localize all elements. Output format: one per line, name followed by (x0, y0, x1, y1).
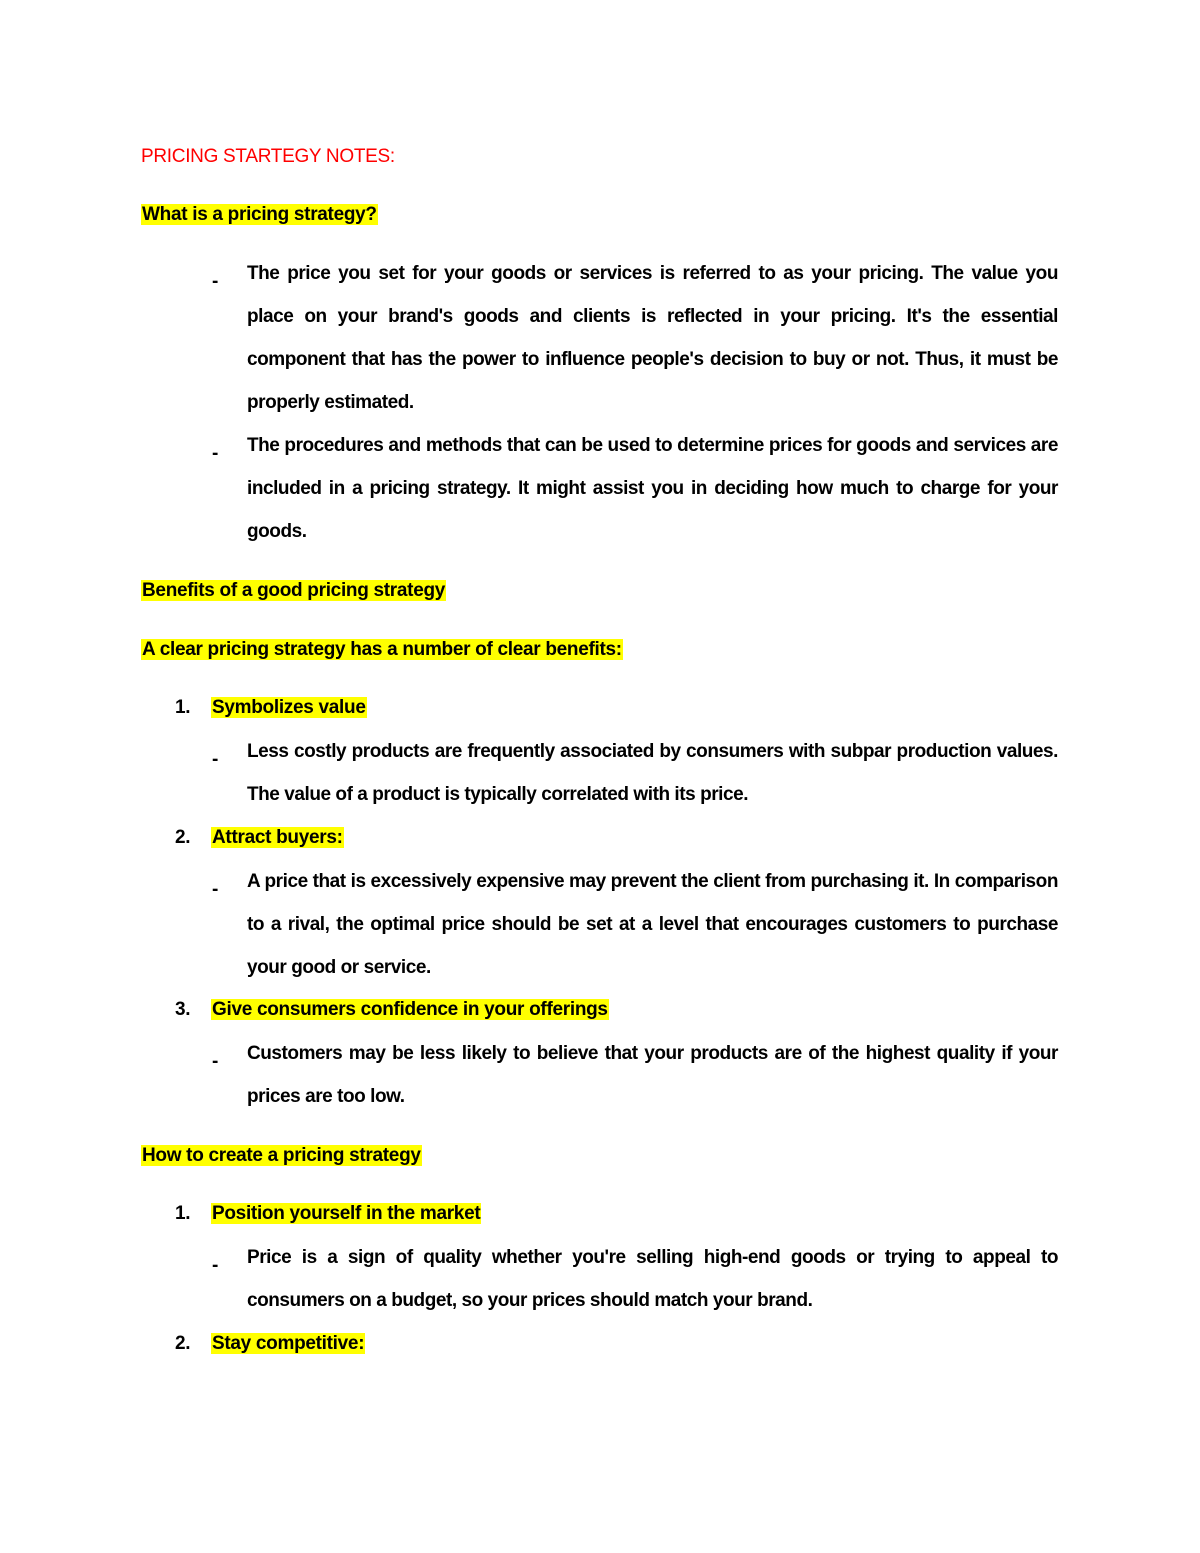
item-label: Stay competitive: (212, 1333, 365, 1354)
numbered-item (175, 1201, 481, 1227)
bullet-text: Less costly products are frequently associated by consumers with subpar production values. The value of a product is typically correlated with its price. (247, 741, 1058, 805)
bullet-text: The procedures and methods that can be used to determine prices for goods and services are included in a pricing strategy. It might assist you in deciding how much to charge for your goods. (247, 435, 1058, 542)
bullet-text: Customers may be less likely to believe that your products are of the highest quality if your prices are too low. (247, 1043, 1058, 1107)
bullet-dash: - (212, 271, 219, 292)
section-heading-create (141, 1143, 422, 1169)
bullet-item (212, 868, 1058, 989)
section-heading-benefits (141, 578, 446, 604)
item-label: Attract buyers: (212, 827, 343, 848)
numbered-item (175, 997, 609, 1023)
item-number: 1. (175, 697, 191, 718)
subheading-text: A clear pricing strategy has a number of clear benefits: (142, 639, 622, 660)
bullet-item (212, 432, 1058, 553)
item-label: Give consumers confidence in your offerings (212, 999, 608, 1020)
heading-text: Benefits of a good pricing strategy (142, 580, 446, 601)
item-label: Symbolizes value (212, 697, 366, 718)
item-label: Position yourself in the market (212, 1203, 481, 1224)
section-heading-what (141, 202, 378, 228)
bullet-text: A price that is excessively expensive may prevent the client from purchasing it. In comparison to a rival, the optimal price should be set at a level that encourages customers to purchase your good or service. (247, 871, 1058, 978)
heading-text: What is a pricing strategy? (142, 204, 377, 225)
bullet-item (212, 260, 1058, 424)
bullet-item (212, 738, 1058, 816)
item-number: 2. (175, 827, 191, 848)
bullet-dash: - (212, 1051, 219, 1072)
document-title: PRICING STARTEGY NOTES: (141, 146, 395, 167)
bullet-dash: - (212, 749, 219, 770)
numbered-item (175, 695, 367, 721)
numbered-item (175, 825, 344, 851)
bullet-text: Price is a sign of quality whether you're selling high-end goods or trying to appeal to consumers on a budget, so your prices should match your brand. (247, 1247, 1058, 1311)
bullet-dash: - (212, 1255, 219, 1276)
heading-text: How to create a pricing strategy (142, 1145, 421, 1166)
bullet-text: The price you set for your goods or services is referred to as your pricing. The value you place on your brand's goods and clients is reflected in your pricing. It's the essential component that has the power to influence people's decision to buy or not. Thus, it must be properly estimated. (247, 263, 1058, 413)
section-subheading-benefits (141, 637, 623, 663)
bullet-item (212, 1040, 1058, 1118)
numbered-item (175, 1331, 365, 1357)
bullet-dash: - (212, 443, 219, 464)
item-number: 2. (175, 1333, 191, 1354)
bullet-dash: - (212, 879, 219, 900)
item-number: 1. (175, 1203, 191, 1224)
bullet-item (212, 1244, 1058, 1322)
item-number: 3. (175, 999, 191, 1020)
